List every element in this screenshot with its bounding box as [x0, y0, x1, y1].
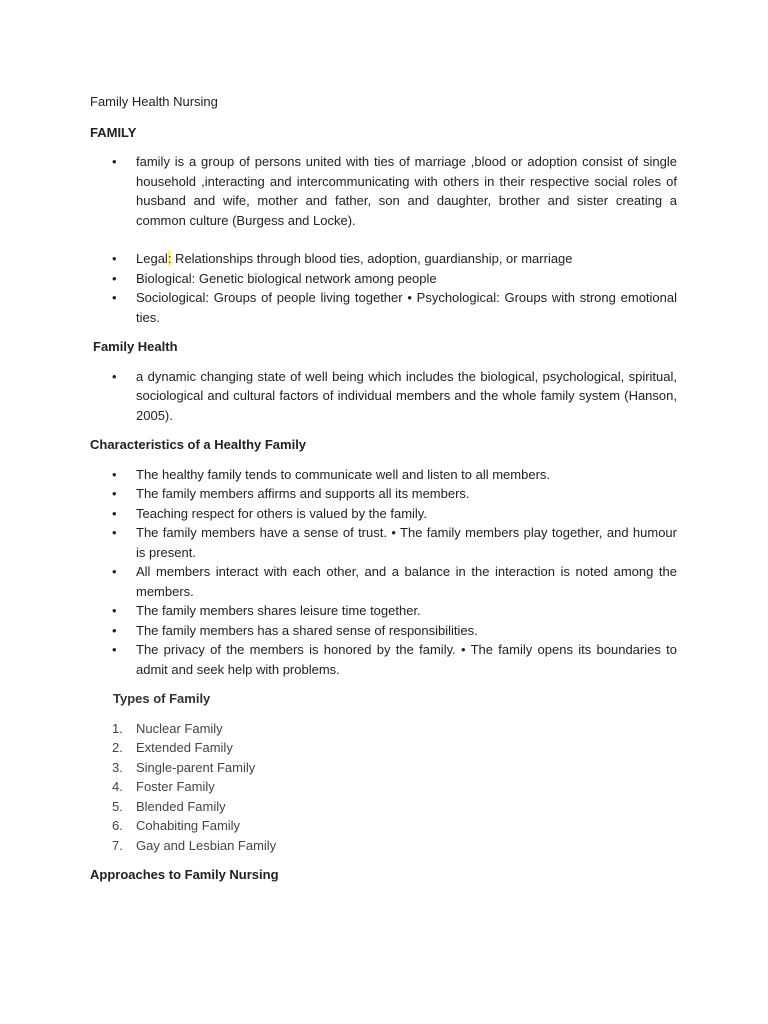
list-item: [90, 249, 677, 269]
types-list: [90, 719, 677, 856]
list-label: Blended Family: [136, 798, 226, 814]
list-item: [90, 836, 677, 856]
list-item: • The family members affirms and supports all its members.: [90, 484, 677, 504]
list-number: 6.: [112, 818, 123, 833]
family-list: [90, 152, 677, 327]
list-label: Nuclear Family: [136, 720, 223, 736]
legal-text: Relationships through blood ties, adoption, guardianship, or marriage: [171, 251, 573, 266]
list-item: [90, 719, 677, 739]
list-item: • Biological: Genetic biological network among people: [90, 269, 677, 289]
list-label: Foster Family: [136, 779, 215, 794]
list-item: • All members interact with each other, and a balance in the interaction is noted among the members.: [90, 562, 677, 601]
list-number: 5.: [112, 798, 123, 814]
list-number: 3.: [112, 759, 123, 775]
types-heading: Types of Family: [113, 691, 211, 706]
list-item: [90, 777, 677, 797]
highlighted-colon: :: [167, 251, 172, 266]
list-label: Cohabiting Family: [136, 818, 241, 833]
list-number: 4.: [112, 779, 123, 794]
list-item: [90, 758, 677, 778]
list-item: [90, 816, 677, 836]
list-item: • a dynamic changing state of well being which includes the biological, psychological, spiritual, sociological and cultural factors of individual members and the whole family system (Hanson, 2005).: [90, 367, 677, 426]
list-item: [90, 797, 677, 817]
list-label: Single-parent Family: [136, 759, 256, 775]
list-item: • Teaching respect for others is valued by the family.: [90, 504, 677, 524]
legal-term: Legal: [136, 251, 168, 266]
document-title: Family Health Nursing: [90, 94, 218, 109]
list-item: • Sociological: Groups of people living together • Psychological: Groups with strong emotional ties.: [90, 288, 677, 327]
characteristics-list: [90, 465, 677, 680]
family-health-heading: Family Health: [93, 339, 178, 354]
list-label: Gay and Lesbian Family: [136, 837, 277, 853]
list-item: • The healthy family tends to communicate well and listen to all members.: [90, 465, 677, 485]
list-item: • The family members shares leisure time together.: [90, 601, 677, 621]
list-item: • The family members have a sense of trust. • The family members play together, and humour is present.: [90, 523, 677, 562]
approaches-heading: Approaches to Family Nursing: [90, 867, 279, 882]
list-number: 7.: [112, 837, 123, 853]
characteristics-heading: Characteristics of a Healthy Family: [90, 437, 307, 452]
list-item: [90, 738, 677, 758]
list-label: Extended Family: [136, 740, 233, 755]
family-heading: FAMILY: [90, 124, 137, 140]
list-item: • The family members has a shared sense of responsibilities.: [90, 621, 677, 641]
list-number: 1.: [112, 720, 123, 736]
list-item: • The privacy of the members is honored by the family. • The family opens its boundaries to admit and seek help with problems.: [90, 640, 677, 679]
list-item: • family is a group of persons united with ties of marriage ,blood or adoption consist of single household ,interacting and intercommunicating with others in their respective social roles of husband and wife, mother and father, son and daughter, brother and sister creating a common culture (Burgess and Locke).: [90, 152, 677, 230]
family-health-list: [90, 367, 677, 426]
list-number: 2.: [112, 740, 123, 755]
